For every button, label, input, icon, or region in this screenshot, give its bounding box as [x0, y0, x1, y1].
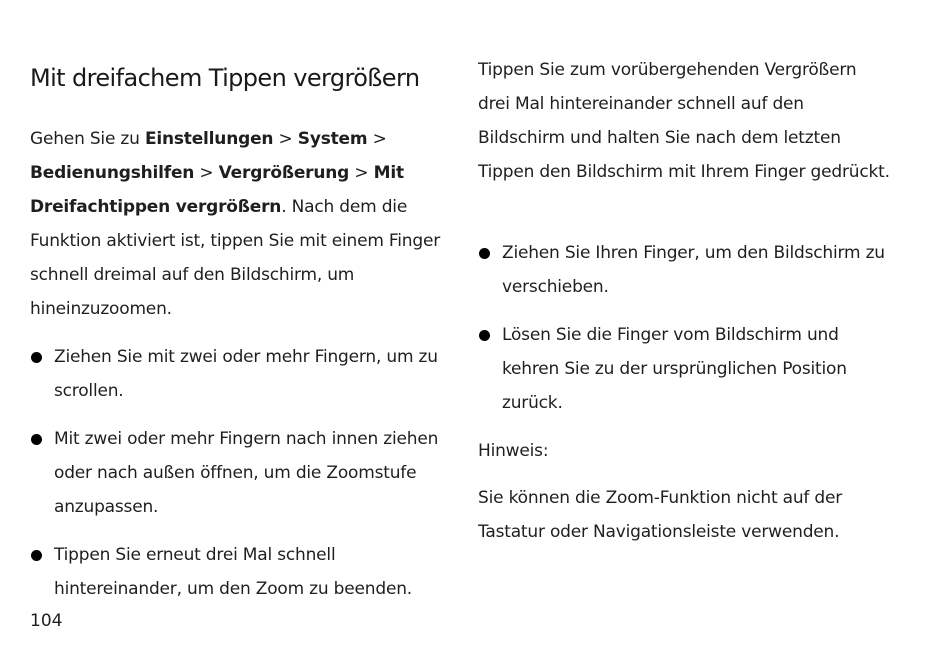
settings-path-system: System: [297, 129, 368, 149]
list-item: Tippen Sie erneut drei Mal schnell hintereinander, um den Zoom zu beenden.: [30, 538, 450, 606]
settings-path-bedienungshilfen: Bedienungshilfen: [30, 163, 195, 183]
settings-path-dreifachtippen: Mit Dreifachtippen vergrößern: [30, 163, 404, 217]
list-item: Ziehen Sie Ihren Finger, um den Bildschirm zu verschieben.: [478, 236, 893, 304]
bullet-icon: [31, 550, 42, 561]
bullet-icon: [31, 434, 42, 445]
intro-paragraph: Gehen Sie zu Einstellungen > System > Bedienungshilfen > Vergrößerung > Mit Dreifachtippen vergrößern. Nach dem die Funktion aktiviert ist, tippen Sie mit einem Finger schnell dreimal auf den Bildschirm, um hineinzuzoomen.: [30, 129, 441, 319]
bullet-icon: [31, 352, 42, 363]
note-text: Sie können die Zoom-Funktion nicht auf der Tastatur oder Navigationsleiste verwenden.: [478, 488, 843, 542]
right-intro-paragraph: Tippen Sie zum vorübergehenden Vergrößern drei Mal hintereinander schnell auf den Bildschirm und halten Sie nach dem letzten Tippen den Bildschirm mit Ihrem Finger gedrückt.: [478, 60, 890, 182]
bullet-icon: [479, 330, 490, 341]
page-number: 104: [30, 611, 63, 631]
list-item: Mit zwei oder mehr Fingern nach innen ziehen oder nach außen öffnen, um die Zoomstufe anzupassen.: [30, 422, 450, 524]
settings-path-vergroesserung: Vergrößerung: [218, 163, 350, 183]
note-label: Hinweis:: [478, 441, 549, 461]
left-bullet-list: [30, 340, 450, 606]
page-title: Mit dreifachem Tippen vergrößern: [30, 64, 420, 92]
right-bullet-list: [478, 236, 893, 420]
settings-path-einstellungen: Einstellungen: [144, 129, 274, 149]
list-item: Ziehen Sie mit zwei oder mehr Fingern, um zu scrollen.: [30, 340, 450, 408]
bullet-icon: [479, 248, 490, 259]
list-item: Lösen Sie die Finger vom Bildschirm und kehren Sie zu der ursprünglichen Position zurück.: [478, 318, 893, 420]
